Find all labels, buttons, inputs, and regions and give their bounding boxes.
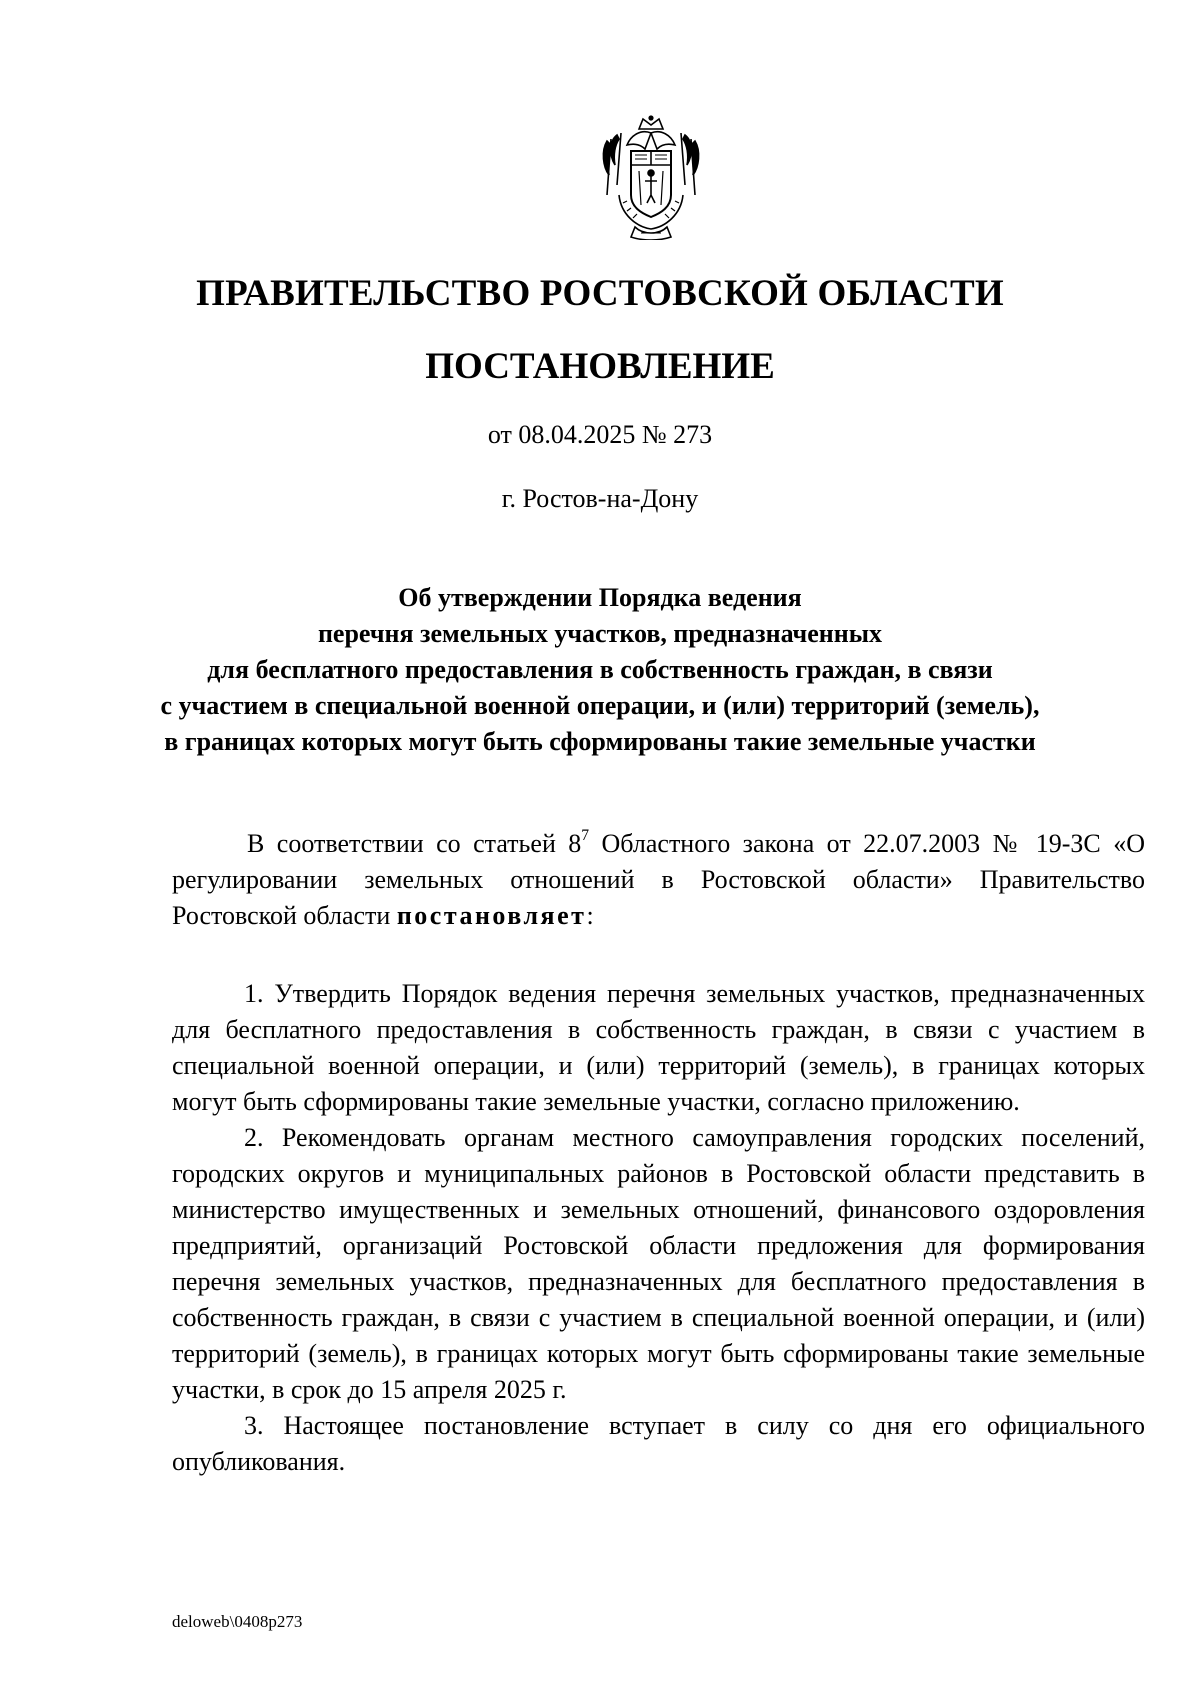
preamble-paragraph [172,826,1145,934]
title-line: Об утверждении Порядка ведения [398,583,802,612]
title-line: для бесплатного предоставления в собственность граждан, в связи [207,655,993,684]
title-line: в границах которых могут быть сформированы такие земельные участки [164,727,1036,756]
resolve-keyword: постановляет [396,901,587,930]
resolution-item: 2. Рекомендовать органам местного самоуправления городских поселений, городских округов и муниципальных районов в Ростовской области представить в министерство имущественных и земельных отношений, финансового оздоровления предприятий, организаций Ростовской области предложения для формирования перечня земельных участков, предназначенных для бесплатного предоставления в собственность граждан, в связи с участием в специальной военной операции, и (или) территорий (земель), в границах которых могут быть сформированы такие земельные участки, в срок до 15 апреля 2025 г. [172,1123,1145,1404]
preamble-colon: : [586,901,594,930]
coat-of-arms-icon [601,115,701,240]
article-superscript: 7 [581,827,590,845]
title-line: перечня земельных участков, предназначенных [317,619,883,648]
preamble [172,826,1145,934]
document-type: ПОСТАНОВЛЕНИЕ [425,346,775,387]
document-title [0,580,1200,760]
preamble-text: В соответствии со статьей 8 [247,829,582,858]
title-line: с участием в специальной военной операции, и (или) территорий (земель), [160,691,1040,720]
resolution-item: 3. Настоящее постановление вступает в силу со дня его официального опубликования. [172,1411,1145,1476]
document-city: г. Ростов-на-Дону [501,484,699,513]
document-date-number: от 08.04.2025 № 273 [487,420,713,449]
document-code: deloweb\0408p273 [172,1612,303,1631]
resolution-item: 1. Утвердить Порядок ведения перечня земельных участков, предназначенных для бесплатного предоставления в собственность граждан, в связи с участием в специальной военной операции, и (или) территорий (земель), в границах которых могут быть сформированы такие земельные участки, согласно приложению. [172,979,1145,1116]
resolution-items [172,976,1145,1480]
preamble-text: Областного закона от 22.07.2003 № 19-ЗС «О регулировании земельных отношений в Ростовской области» Правительство Ростовской области [172,829,1145,930]
authority-name: ПРАВИТЕЛЬСТВО РОСТОВСКОЙ ОБЛАСТИ [196,273,1004,314]
